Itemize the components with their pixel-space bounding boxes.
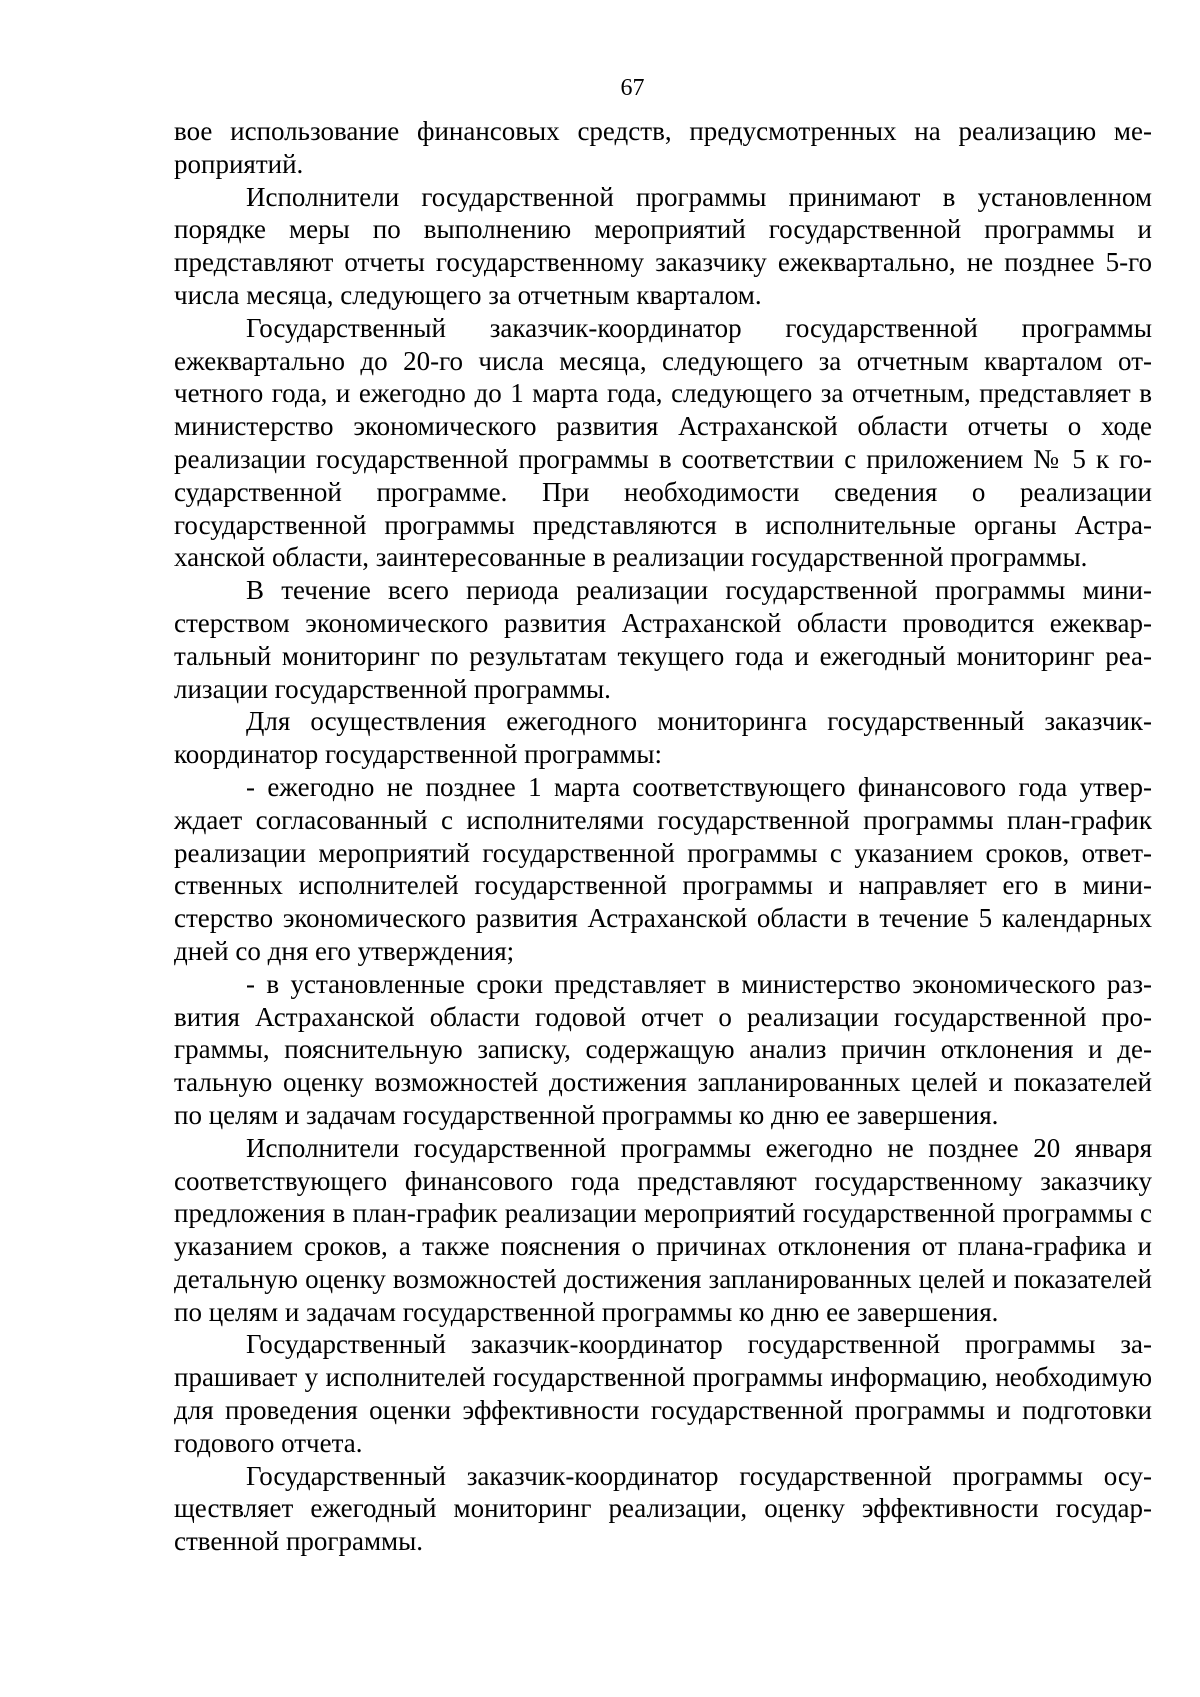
paragraph: Исполнители государственной программы принимают в установленном порядке меры по выполнению мероприятий государственной программы и представляют отчеты государственному заказчику ежеквартально, не позднее 5-го числа месяца, следующего за отчетным кварталом.: [174, 181, 1152, 310]
page-number: 67: [620, 75, 645, 101]
paragraph: Государственный заказчик-координатор государственной программы запрашивает у исполнителей государственной программы информацию, необходимую для проведения оценки эффективности государственной программы и подготовки годового отчета.: [174, 1329, 1152, 1458]
document-body: [174, 115, 1152, 1558]
paragraph: вое использование финансовых средств, предусмотренных на реализацию мероприятий.: [174, 116, 1152, 179]
paragraph: Для осуществления ежегодного мониторинга государственный заказчик-координатор государственной программы:: [174, 706, 1152, 770]
list-item: - в установленные сроки представляет в министерство экономического развития Астраханской области годовой отчет о реализации государственной программы, пояснительную записку, содержащую анализ причин отклонения и детальную оценку возможностей достижения запланированных целей и показателей по целям и задачам государственной программы ко дню ее завершения.: [174, 968, 1152, 1130]
paragraph: Исполнители государственной программы ежегодно не позднее 20 января соответствующего финансового года представляют государственному заказчику предложения в план-график реализации мероприятий государственной программы с указанием сроков, а также пояснения о причинах отклонения от плана-графика и детальную оценку возможностей достижения запланированных целей и показателей по целям и задачам государственной программы ко дню ее завершения.: [174, 1132, 1152, 1327]
paragraph: Государственный заказчик-координатор государственной программы ежеквартально до 20-го числа месяца, следующего за отчетным кварталом отчетного года, и ежегодно до 1 марта года, следующего за отчетным, представляет в министерство экономического развития Астраханской области отчеты о ходе реализации государственной программы в соответствии с приложением № 5 к го-сударственной программе. При необходимости сведения о реализации государственной программы представляются в исполнительные органы Астраханской области, заинтересованные в реализации государственной программы.: [174, 312, 1152, 573]
paragraph: Государственный заказчик-координатор государственной программы осуществляет ежегодный мониторинг реализации, оценку эффективности государственной программы.: [174, 1460, 1152, 1557]
list-item: - ежегодно не позднее 1 марта соответствующего финансового года утверждает согласованный с исполнителями государственной программы план-график реализации мероприятий государственной программы с указанием сроков, ответственных исполнителей государственной программы и направляет его в министерство экономического развития Астраханской области в течение 5 календарных дней со дня его утверждения;: [174, 771, 1152, 966]
paragraph: В течение всего периода реализации государственной программы министерством экономического развития Астраханской области проводится ежеквартальный мониторинг по результатам текущего года и ежегодный мониторинг реализации государственной программы.: [174, 575, 1152, 704]
